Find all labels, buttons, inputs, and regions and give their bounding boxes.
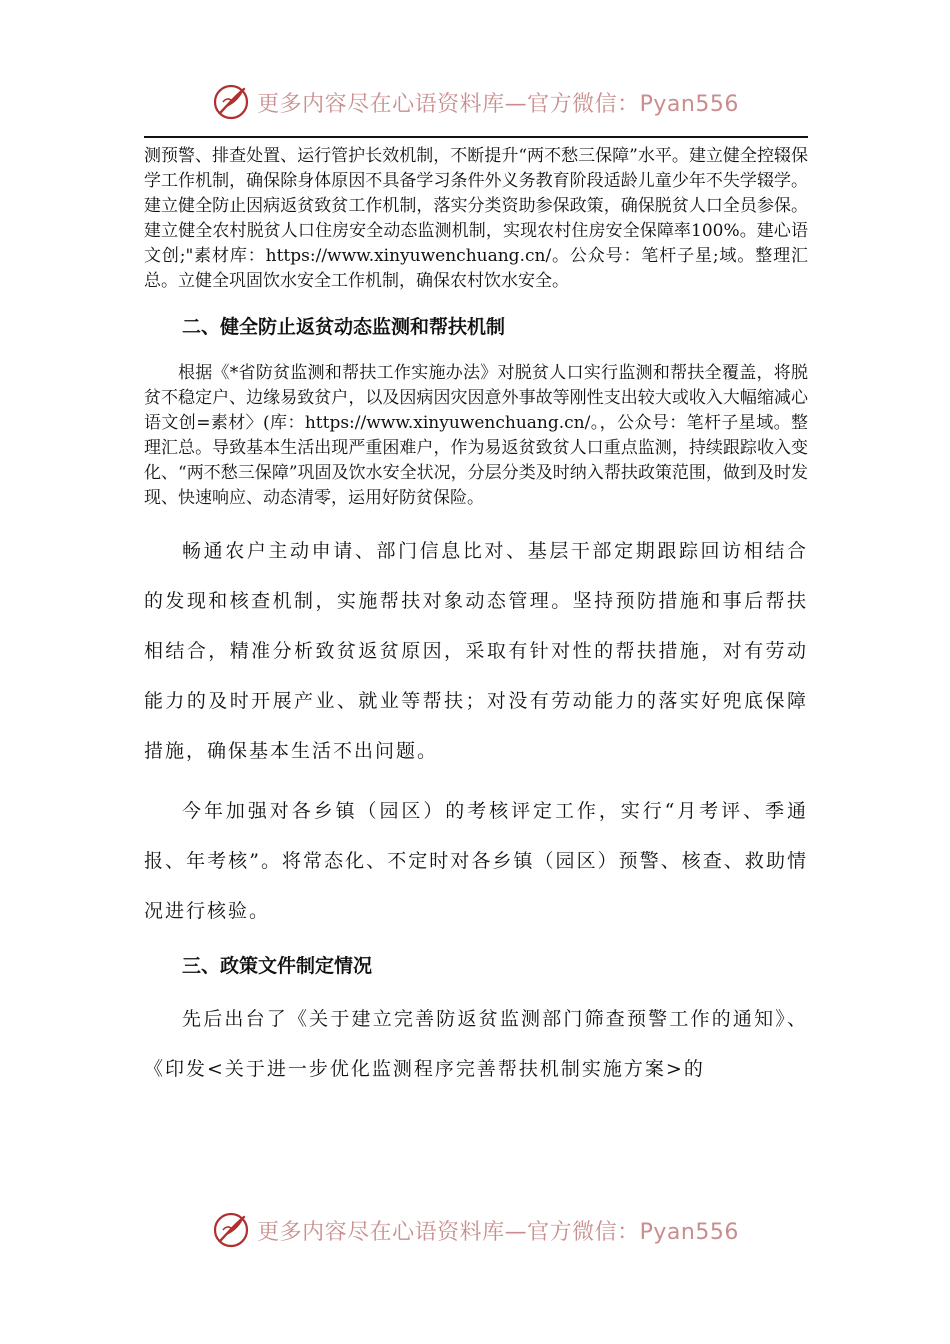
section-heading-2: 二、健全防止返贫动态监测和帮扶机制	[182, 316, 506, 338]
paragraph-2a: 根据《*省防贫监测和帮扶工作实施办法》对脱贫人口实行监测和帮扶全覆盖，将脱贫不稳定户、边缘易致贫户，以及因病因灾因意外事故等刚性支出较大或收入大幅缩减心语文创=素材〉(库：https://www.xinyuwenchuang.cn/。，公众号：笔杆子星域。整理汇总。导致基本生活出现严重困难户，作为易返贫致贫人口重点监测，持续跟踪收入变化、“两不愁三保障”巩固及饮水安全状况，分层分类及时纳入帮扶政策范围，做到及时发现、快速响应、动态清零，运用好防贫保险。	[144, 363, 808, 508]
header-watermark	[0, 80, 950, 124]
header-rule	[144, 136, 808, 138]
section-heading-3: 三、政策文件制定情况	[182, 955, 373, 977]
footer-watermark	[0, 1208, 950, 1252]
quill-logo-icon	[211, 82, 251, 122]
paragraph-2b: 畅通农户主动申请、部门信息比对、基层干部定期跟踪回访相结合的发现和核查机制，实施帮扶对象动态管理。坚持预防措施和事后帮扶相结合，精准分析致贫返贫原因，采取有针对性的帮扶措施，对有劳动能力的及时开展产业、就业等帮扶；对没有劳动能力的落实好兜底保障措施，确保基本生活不出问题。	[144, 540, 808, 762]
paragraph-2c: 今年加强对各乡镇（园区）的考核评定工作，实行“月考评、季通报、年考核”。将常态化、不定时对各乡镇（园区）预警、核查、救助情况进行核验。	[144, 800, 808, 922]
document-body	[144, 144, 808, 1094]
header-watermark-text: 更多内容尽在心语资料库—官方微信：Pyan556	[257, 91, 739, 117]
footer-watermark-text: 更多内容尽在心语资料库—官方微信：Pyan556	[257, 1219, 739, 1245]
quill-logo-icon	[211, 1210, 251, 1250]
paragraph-3a: 先后出台了《关于建立完善防返贫监测部门筛查预警工作的通知》、《印发<关于进一步优化监测程序完善帮扶机制实施方案>的	[144, 1008, 808, 1080]
paragraph-continuation: 测预警、排查处置、运行管护长效机制，不断提升“两不愁三保障”水平。建立健全控辍保学工作机制，确保除身体原因不具备学习条件外义务教育阶段适龄儿童少年不失学辍学。建立健全防止因病返贫致贫工作机制，落实分类资助参保政策，确保脱贫人口全员参保。建立健全农村脱贫人口住房安全动态监测机制，实现农村住房安全保障率100%。建心语文创;"素材库：https://www.xinyuwenchuang.cn/。公众号：笔杆子星;域。整理汇总。立健全巩固饮水安全工作机制，确保农村饮水安全。	[144, 146, 808, 291]
